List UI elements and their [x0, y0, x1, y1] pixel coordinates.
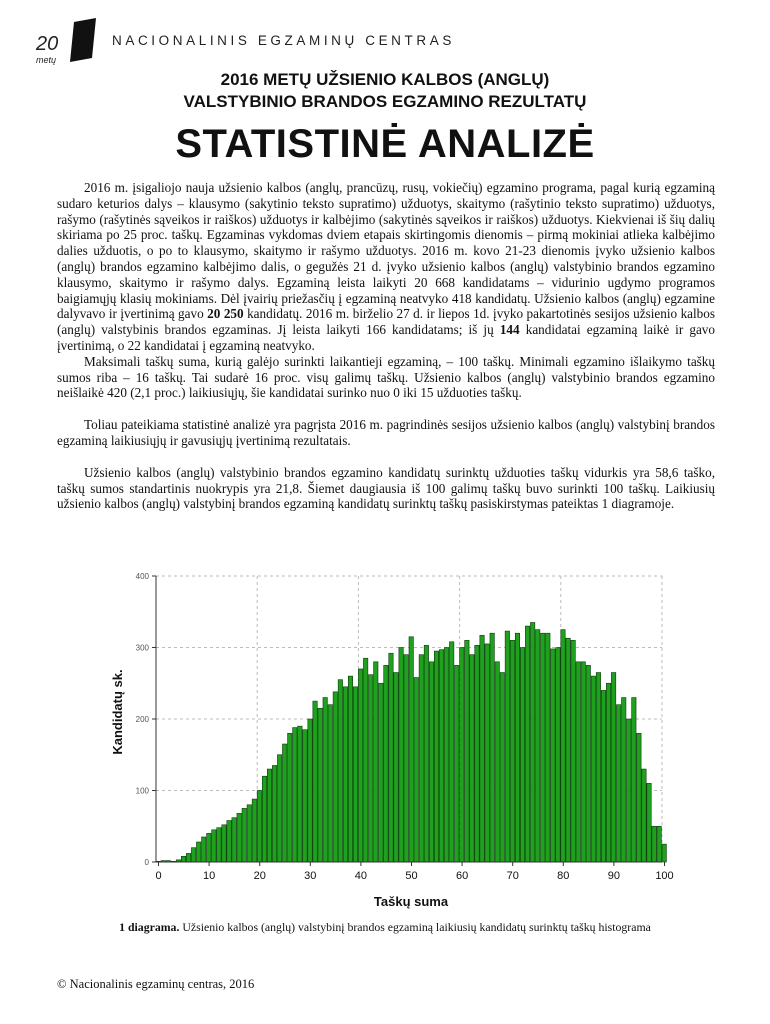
organization-name: NACIONALINIS EGZAMINŲ CENTRAS [112, 33, 455, 48]
histogram-bar [637, 733, 641, 862]
paragraph-4: Užsienio kalbos (anglų) valstybinio brandos egzamino kandidatų surinktų užduoties taškų vidurkis yra 58,6 taško, taškų sumos standartinis nuokrypis yra 21,8. Šiemet daugiausia iš 100 galimų taškų buvo surinkti 100 taškų. Laikiusių užsienio kalbos (anglų) valstybinį brandos egzaminą kandidatų surinktų taškų pasiskirstymas pateiktas 1 diagramoje. [57, 464, 715, 512]
histogram-bar [616, 705, 620, 862]
histogram-bar [212, 830, 216, 862]
x-tick-label: 50 [405, 870, 418, 882]
histogram-bar [551, 649, 555, 862]
histogram-bar [404, 655, 408, 862]
histogram-bar [419, 655, 423, 862]
histogram-bar [455, 665, 459, 862]
histogram-bar [298, 726, 302, 862]
histogram-bar [596, 673, 600, 862]
paragraph-2: Maksimali taškų suma, kurią galėjo surinkti laikantieji egzaminą, – 100 taškų. Minimali egzamino išlaikymo taškų sumos riba – 16 taškų. Tai sudarė 16 proc. visų galimų taškų. Užsienio kalbos (anglų) valstybinio brandos egzamino neišlaikė 420 (2,1 proc.) laikiusiųjų, šie kandidatai surinko nuo 0 iki 15 užduoties taškų. [57, 353, 715, 401]
histogram-bar [414, 678, 418, 862]
histogram-chart [100, 562, 680, 917]
title-line-1: 2016 METŲ UŽSIENIO KALBOS (ANGLŲ) [220, 70, 550, 89]
histogram-bar [252, 799, 256, 862]
histogram-bar [536, 630, 540, 862]
histogram-bar [308, 719, 312, 862]
x-tick-label: 40 [354, 870, 368, 882]
histogram-bar [384, 665, 388, 862]
body-text [57, 180, 715, 512]
histogram-bar [601, 690, 605, 862]
bold-count-retake: 144 [499, 322, 520, 338]
histogram-bar [272, 765, 276, 862]
histogram-bar [485, 644, 489, 862]
histogram-bar [652, 826, 656, 862]
histogram-bar [181, 856, 185, 862]
x-tick-label: 10 [202, 870, 216, 882]
x-tick-label: 0 [155, 870, 162, 882]
histogram-bar [196, 842, 200, 862]
y-tick-label: 100 [135, 786, 149, 796]
histogram-bar [657, 826, 661, 862]
histogram-bar [247, 805, 251, 862]
histogram-bar [470, 655, 474, 862]
logo-number: 20 [36, 33, 59, 55]
histogram-bar [586, 665, 590, 862]
histogram-bar [591, 676, 595, 862]
bold-count-participants: 20 250 [207, 306, 244, 322]
histogram-bar [338, 680, 342, 862]
logo-word: metų [36, 55, 57, 65]
histogram-bar [277, 755, 281, 862]
histogram-bar [267, 769, 271, 862]
y-tick-label: 200 [135, 715, 149, 724]
histogram-bar [561, 630, 565, 862]
histogram-bar [465, 640, 469, 862]
x-tick-label: 100 [655, 870, 674, 882]
histogram-bar [566, 638, 570, 862]
histogram-bar [232, 818, 236, 862]
histogram-bar [449, 642, 453, 862]
histogram-bar [369, 675, 373, 862]
histogram-bar [480, 635, 484, 862]
histogram-bar [520, 648, 524, 863]
histogram-bar [227, 821, 231, 862]
histogram-bar [374, 662, 378, 862]
histogram-bar [581, 662, 585, 862]
logo-mark-icon [70, 18, 96, 62]
chart-caption [0, 920, 770, 935]
histogram-bar [606, 683, 610, 862]
histogram-bar [647, 783, 651, 862]
histogram-bar [622, 698, 626, 862]
histogram-bar [505, 631, 509, 862]
histogram-bar [556, 648, 560, 863]
histogram-bar [611, 673, 615, 862]
histogram-bar [353, 687, 357, 862]
histogram-bar [257, 791, 261, 863]
y-tick-label: 400 [135, 572, 149, 581]
histogram-bar [642, 769, 646, 862]
histogram-bar [525, 626, 529, 862]
histogram-bar [389, 653, 393, 862]
y-tick-label: 300 [135, 643, 149, 653]
histogram-bar [475, 645, 479, 862]
histogram-bar [262, 776, 266, 862]
histogram-bar [662, 844, 666, 862]
histogram-bar [323, 698, 327, 862]
histogram-bar [444, 648, 448, 863]
histogram-bar [510, 640, 514, 862]
x-tick-label: 60 [455, 870, 469, 882]
histogram-bar [632, 698, 636, 862]
histogram-bar [222, 825, 226, 862]
x-axis-label: Taškų suma [373, 894, 449, 909]
histogram-bar [500, 673, 504, 862]
page-title: STATISTINĖ ANALIZĖ [175, 122, 595, 166]
x-tick-label: 80 [557, 870, 570, 882]
histogram-bar [313, 701, 317, 862]
histogram-bar [363, 658, 367, 862]
histogram-bar [328, 705, 332, 862]
histogram-bar [237, 813, 241, 862]
histogram-bar [571, 640, 575, 862]
chart-bars [156, 622, 666, 862]
title-line-2: VALSTYBINIO BRANDOS EGZAMINO REZULTATŲ [183, 92, 587, 111]
histogram-bar [460, 648, 464, 863]
histogram-bar [348, 676, 352, 862]
histogram-bar [207, 833, 211, 862]
histogram-bar [424, 645, 428, 862]
histogram-bar [409, 637, 413, 862]
histogram-bar [202, 837, 206, 862]
histogram-bar [318, 708, 322, 862]
histogram-bar [576, 662, 580, 862]
histogram-bar [303, 730, 307, 862]
organization-logo [34, 18, 104, 66]
histogram-bar [242, 808, 246, 862]
histogram-bar [288, 733, 292, 862]
histogram-bar [394, 673, 398, 862]
histogram-bar [186, 853, 190, 862]
histogram-bar [399, 648, 403, 863]
histogram-svg [100, 562, 680, 917]
histogram-bar [283, 744, 287, 862]
caption-label: 1 diagrama. [119, 920, 180, 934]
histogram-bar [530, 622, 534, 862]
histogram-bar [434, 651, 438, 862]
y-tick-label: 0 [144, 858, 149, 867]
x-tick-label: 70 [506, 870, 519, 882]
histogram-bar [379, 683, 383, 862]
x-tick-label: 90 [607, 870, 621, 882]
histogram-bar [546, 633, 550, 862]
histogram-bar [439, 650, 443, 862]
paragraph-3: Toliau pateikiama statistinė analizė yra pagrįsta 2016 m. pagrindinės sesijos užsienio kalbos (anglų) valstybinį brandos egzaminą laikiusiųjų ir gavusiųjų įvertinimą rezultatais. [57, 417, 715, 448]
histogram-bar [293, 728, 297, 862]
histogram-bar [358, 669, 362, 862]
histogram-bar [515, 633, 519, 862]
histogram-bar [541, 633, 545, 862]
paragraph-1: 2016 m. įsigaliojo nauja užsienio kalbos (anglų, prancūzų, rusų, vokiečių) egzamino programa, pagal kurią egzaminą sudaro keturios dalys – klausymo (sakytinio teksto supratimo) užduotys, skaitymo (rašytinio teksto supratimo) užduotys, rašymo (rašytinės sąveikos ir raiškos) užduotys ir kalbėjimo (sakytinės sąveikos ir raiškos) užduotys. Kiekvienai iš šių dalių skiriama po 25 proc. taškų. Egzaminas vykdomas dviem etapais skirtingomis dienomis – pirmą mokiniai atlieka kalbėjimo dalies užduotis, o po to klausymo, skaitymo ir rašymo užduotys. 2016 m. kovo 21-23 dienomis įvyko užsienio kalbos (anglų) brandos egzamino kalbėjimo dalis, o gegužės 21 d. įvyko užsienio kalbos (anglų) valstybinio brandos egzamino klausymo, skaitymo ir rašymo dalys. Egzaminą leista laikyti 20 668 kandidatams – vidurinio ugdymo programos baigiamųjų klasių mokiniams. Dėl įvairių priežasčių į egzaminą neatvyko 418 kandidatų. Užsienio kalbos (anglų) egzamine dalyvavo ir įvertinimą gavo 20 250 kandidatų. 2016 m. birželio 27 d. ir liepos 1d. įvyko pakartotinės sesijos užsienio kalbos (anglų) valstybinis brandos egzaminas. Jį leista laikyti 166 kandidatams; iš jų 144 kandidatai egzaminą laikė ir gavo įvertinimą, o 22 kandidatai į egzaminą neatvyko. [57, 180, 715, 353]
histogram-bar [490, 633, 494, 862]
y-axis-label: Kandidatų sk. [110, 669, 125, 755]
histogram-bar [495, 662, 499, 862]
x-tick-label: 20 [253, 870, 266, 882]
histogram-bar [217, 828, 221, 862]
histogram-bar [343, 687, 347, 862]
footer-copyright: © Nacionalinis egzaminų centras, 2016 [57, 977, 255, 991]
caption-text: Užsienio kalbos (anglų) valstybinį brandos egzaminą laikiusių kandidatų surinktų taškų histograma [179, 920, 651, 934]
histogram-bar [191, 848, 195, 862]
x-tick-label: 30 [304, 870, 317, 882]
histogram-bar [627, 719, 631, 862]
histogram-bar [429, 662, 433, 862]
histogram-bar [333, 692, 337, 862]
